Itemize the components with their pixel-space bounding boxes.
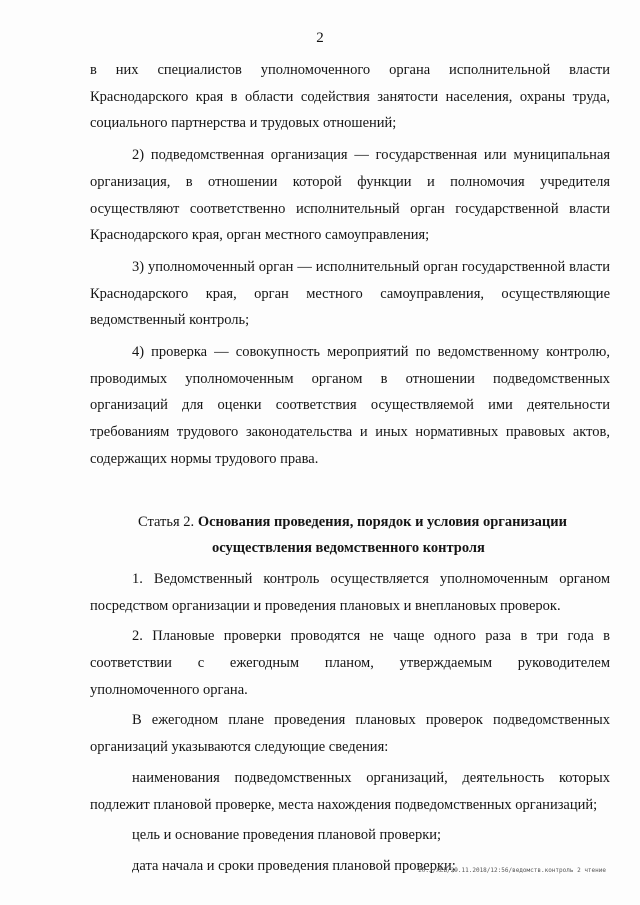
article-heading bbox=[90, 509, 610, 562]
article-paragraph-2: 2. Плановые проверки проводятся не чаще одного раза в три года в соответствии с ежегодным планом, утверждаемым руководителем уполномоченного органа. bbox=[90, 628, 610, 698]
article-label: Статья 2. bbox=[138, 513, 195, 530]
plan-item-purpose: цель и основание проведения плановой проверки; bbox=[132, 827, 442, 844]
paragraph-continuation: в них специалистов уполномоченного органа исполнительной власти Краснодарского края в области содействия занятости населения, охраны труда, социального партнерства и трудовых отношений; bbox=[90, 62, 610, 132]
definition-item-2: 2) подведомственная организация — государственная или муниципальная организация, в отношении которой функции и полномочия учредителя осуществляют соответственно исполнительный орган государственной власти Краснодарского края, орган местного самоуправления; bbox=[90, 147, 610, 244]
page-number: 2 bbox=[316, 30, 324, 46]
plan-intro-paragraph: В ежегодном плане проведения плановых проверок подведомственных организаций указываются следующие сведения: bbox=[90, 712, 610, 756]
definition-item-4: 4) проверка — совокупность мероприятий по ведомственному контролю, проводимых уполномоченным органом в отношении подведомственных организаций для оценки соответствия осуществляемой ими деятельности требованиям трудового законодательства и иных нормативных правовых актов, содержащих нормы трудового права. bbox=[90, 344, 610, 467]
definition-item-3: 3) уполномоченный орган — исполнительный орган государственной власти Краснодарского края, орган местного самоуправления, осуществляющие ведомственный контроль; bbox=[90, 258, 610, 329]
document-body bbox=[90, 57, 610, 880]
article-title-line2: осуществления ведомственного контроля bbox=[212, 540, 485, 557]
article-title-line1: Основания проведения, порядок и условия организации bbox=[197, 513, 567, 530]
article-paragraph-1: 1. Ведомственный контроль осуществляется уполномоченным органом посредством организации и проведения плановых и внеплановых проверок. bbox=[90, 570, 610, 614]
plan-item-dates: дата начала и сроки проведения плановой проверки; bbox=[132, 857, 456, 874]
footer-file-stamp: 20.3/ХЕВ/29.11.2018/12:56/ведомств.контроль 2 чтение bbox=[418, 867, 606, 874]
plan-item-names: наименования подведомственных организаций, деятельность которых подлежит плановой проверке, места нахождения подведомственных организаций; bbox=[90, 769, 610, 813]
